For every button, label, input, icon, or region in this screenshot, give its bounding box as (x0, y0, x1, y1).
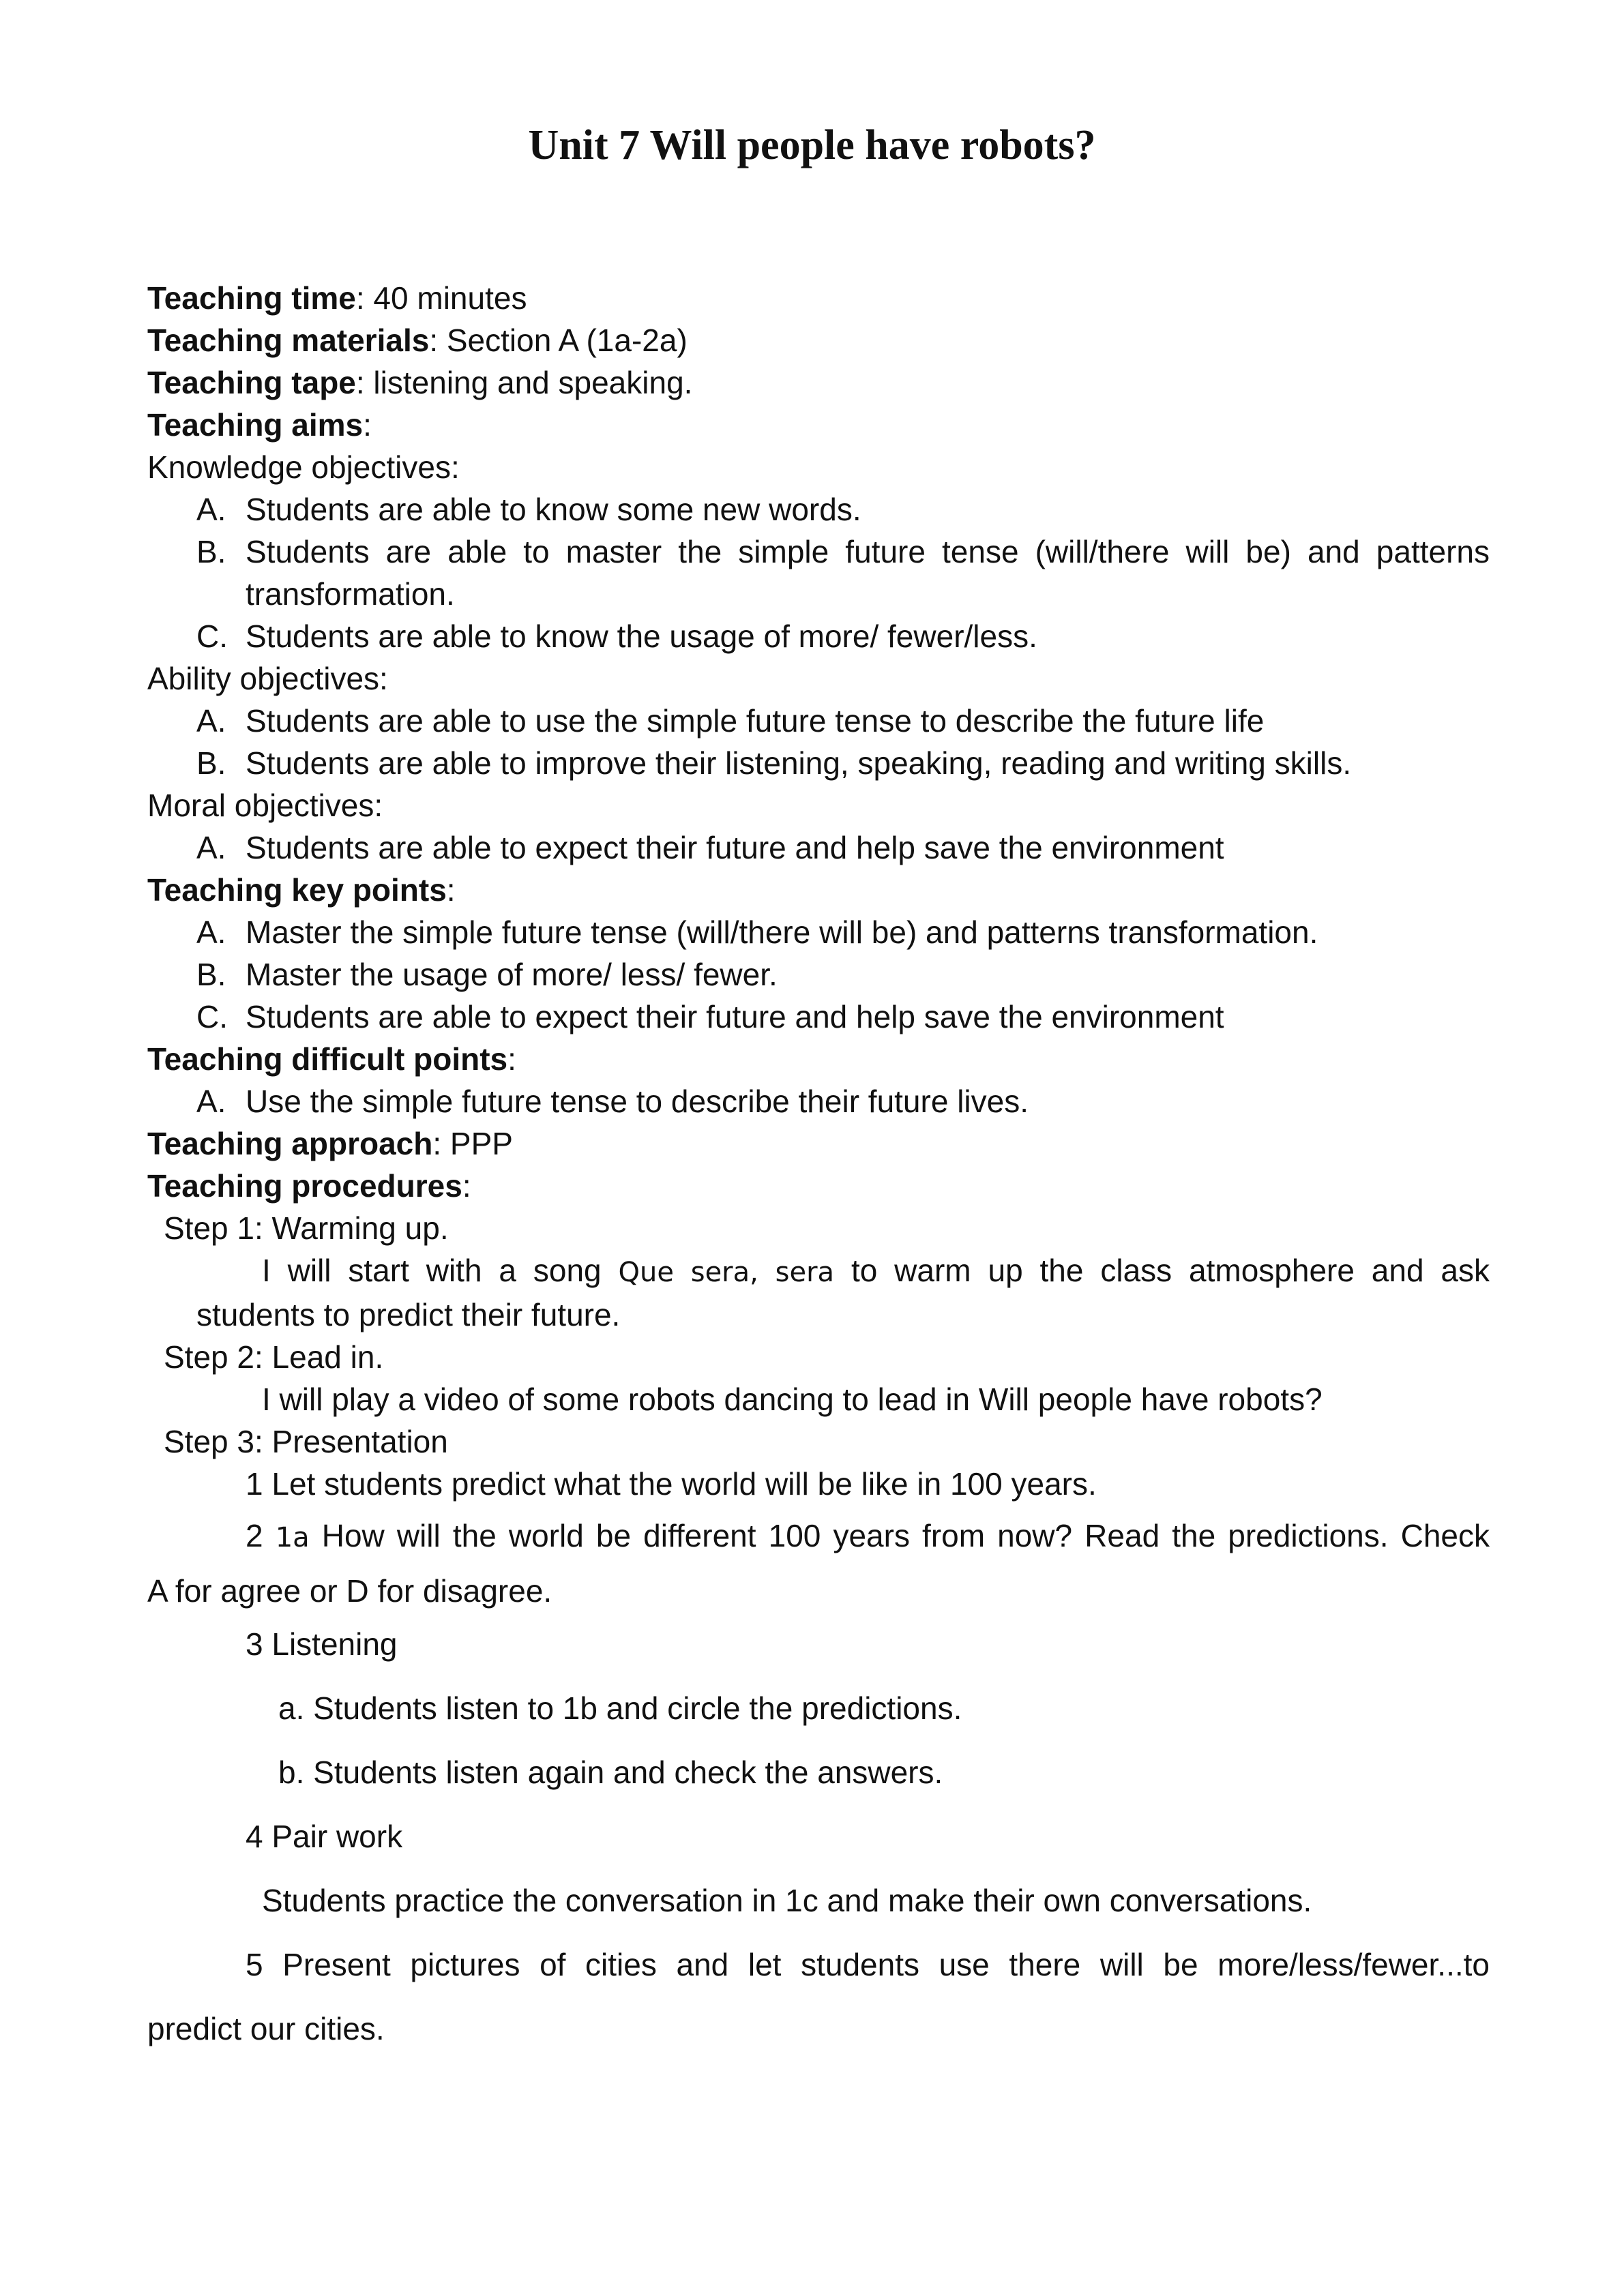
listening-step-a: a. Students listen to 1b and circle the predictions. (278, 1690, 962, 1726)
field-label: Teaching approach (147, 1126, 433, 1161)
field-label: Teaching key points (147, 872, 447, 908)
field-label: Teaching procedures (147, 1168, 462, 1204)
field-value: : listening and speaking. (355, 365, 693, 400)
field-teaching-key-points (147, 869, 1490, 911)
list-text: Use the simple future tense to describe their future lives. (246, 1084, 1029, 1119)
list-marker: C. (196, 999, 228, 1034)
field-teaching-time (147, 277, 1490, 319)
list-text: Students are able to use the simple future tense to describe the future life (246, 703, 1265, 739)
listening-step-b: b. Students listen again and check the answers. (278, 1755, 943, 1790)
presentation-item-5-continuation: predict our cities. (147, 2011, 385, 2046)
step-1-text-a: I will start with a song (262, 1253, 619, 1288)
step-1-text (147, 1249, 1490, 1294)
field-label: Teaching aims (147, 407, 364, 443)
item-text: How will the world be different 100 years from now? Read the predictions. Check (309, 1518, 1490, 1553)
field-label: Teaching tape (147, 365, 356, 400)
field-value: : (507, 1041, 516, 1077)
list-item-continuation: transformation. (246, 576, 455, 612)
list-marker: A. (196, 830, 226, 865)
knowledge-heading: Knowledge objectives: (147, 449, 460, 485)
list-text: Students are able to master the simple future tense (will/there will be) and patterns (246, 534, 1490, 569)
document-title: Unit 7 Will people have robots? (528, 122, 1096, 168)
field-teaching-tape (147, 361, 1490, 404)
list-item (147, 742, 1490, 784)
list-text: Students are able to know some new words. (246, 492, 861, 527)
field-label: Teaching materials (147, 323, 430, 358)
field-label: Teaching time (147, 280, 356, 316)
list-item (147, 531, 1490, 573)
item-number: 2 (246, 1518, 276, 1553)
field-teaching-materials (147, 319, 1490, 361)
pair-work-text: Students practice the conversation in 1c and make their own conversations. (262, 1883, 1312, 1918)
field-teaching-difficult-points (147, 1038, 1490, 1080)
field-value: : (363, 407, 372, 443)
list-text: Students are able to improve their listening, speaking, reading and writing skills. (246, 745, 1352, 781)
field-value: : (446, 872, 456, 908)
list-item (147, 911, 1490, 953)
step-2-title: Step 2: Lead in. (164, 1339, 384, 1375)
step-1-text-b: to warm up the class atmosphere and ask (834, 1253, 1490, 1288)
list-marker: C. (196, 618, 228, 654)
presentation-item-4: 4 Pair work (246, 1819, 403, 1854)
moral-heading: Moral objectives: (147, 788, 383, 823)
list-marker: B. (196, 534, 226, 569)
list-text: Master the simple future tense (will/there will be) and patterns transformation. (246, 914, 1318, 950)
song-title: Que sera, sera (618, 1257, 835, 1288)
field-value: : PPP (432, 1126, 513, 1161)
field-value: : Section A (1a-2a) (429, 323, 688, 358)
list-marker: B. (196, 745, 226, 781)
list-item (147, 700, 1490, 742)
step-2-text: I will play a video of some robots dancing to lead in Will people have robots? (262, 1382, 1323, 1417)
list-marker: A. (196, 914, 226, 950)
field-value: : 40 minutes (355, 280, 527, 316)
list-text: Students are able to expect their future and help save the environment (246, 999, 1224, 1034)
step-1-text-continuation: students to predict their future. (196, 1297, 621, 1332)
list-marker: B. (196, 957, 226, 992)
activity-tag: 1a (275, 1522, 310, 1553)
step-3-title: Step 3: Presentation (164, 1424, 448, 1459)
presentation-item-3: 3 Listening (246, 1626, 398, 1662)
list-marker: A. (196, 703, 226, 739)
field-label: Teaching difficult points (147, 1041, 508, 1077)
field-value: : (462, 1168, 471, 1204)
list-item (147, 1080, 1490, 1122)
presentation-item-2-continuation: A for agree or D for disagree. (147, 1573, 552, 1609)
presentation-item-5: 5 Present pictures of cities and let students use there will be more/less/fewer...to (246, 1947, 1490, 1982)
list-item (147, 953, 1490, 996)
document-body (147, 277, 1490, 2050)
field-teaching-procedures (147, 1165, 1490, 1207)
list-text: Students are able to know the usage of more/ fewer/less. (246, 618, 1037, 654)
list-item (147, 488, 1490, 531)
field-teaching-approach (147, 1122, 1490, 1165)
list-item (147, 615, 1490, 657)
field-teaching-aims (147, 404, 1490, 446)
ability-heading: Ability objectives: (147, 661, 388, 696)
presentation-item-1: 1 Let students predict what the world will be like in 100 years. (246, 1466, 1097, 1502)
list-marker: A. (196, 492, 226, 527)
list-item (147, 996, 1490, 1038)
list-marker: A. (196, 1084, 226, 1119)
list-item (147, 826, 1490, 869)
list-text: Students are able to expect their future and help save the environment (246, 830, 1224, 865)
presentation-item-2 (147, 1515, 1490, 1559)
step-1-title: Step 1: Warming up. (164, 1210, 449, 1246)
list-text: Master the usage of more/ less/ fewer. (246, 957, 778, 992)
